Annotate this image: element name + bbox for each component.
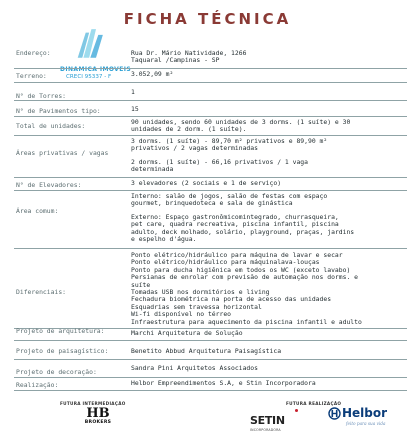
value-line: Marchi Arquitetura de Solução [131,329,243,337]
value-line: Rua Dr. Mário Natividade, 1266 [131,49,247,57]
footer-label-intermediacao: FUTURA INTERMEDIAÇÃO [60,401,126,406]
value-elevadores [131,180,406,187]
label-endereco: Endereço: [16,49,51,57]
value-line: 2 dorms. (1 suíte) - 66,16 privativos / 1 vaga [131,157,308,166]
value-line: Interno: salão de jogos, salão de festas com espaço [131,192,328,200]
setin-logo-text: SETIN [250,414,285,427]
value-line: 15 [131,105,139,113]
value-line: 1 [131,88,135,96]
value-line: Sandra Pini Arquitetos Associados [131,364,258,372]
value-line: Benetito Abbud Arquitetura Paisagística [131,347,282,355]
label-torres: N° de Torres: [16,92,67,100]
value-line: unidades de 2 dorm. (1 suíte). [131,125,247,134]
divider [14,68,407,69]
divider [14,340,407,341]
value-line: Ponto elétrico/hidráulico para máquinalava-louças [131,258,320,267]
helbor-tagline: feito para sua vida [346,421,386,426]
divider [14,135,407,136]
value-unidades [131,119,406,134]
value-line: privativos / 2 vagas determinadas [131,144,258,153]
value-line: determinada [131,165,174,174]
label-realizacao: Realização: [16,381,59,389]
label-arquitetura: Projeto de arquitetura: [16,327,105,335]
value-line: Esquadrias sem travessa horizontal [131,302,262,311]
value-line: 90 unidades, sendo 60 unidades de 3 dorms. (1 suíte) e 30 [131,118,351,126]
label-areas: Áreas privativas / vagas [16,149,109,157]
value-line: e espelho d'água. [131,235,197,244]
helbor-symbol-icon [328,407,341,420]
helbor-logo-text: Helbor [342,406,388,420]
divider [14,390,407,391]
hb-logo-sub: BROKERS [84,420,112,425]
value-line: 3.052,09 m² [131,70,174,78]
value-line: Taquaral /Campinas - SP [131,56,220,65]
hb-logo-text: HB [86,406,110,421]
value-area-comum [131,193,406,243]
divider [14,190,407,191]
value-line: Persianas de enrolar com previsão de automação nos dorms. e [131,273,359,282]
label-diferenciais: Diferenciais: [16,288,67,296]
value-line: Wi-fi disponível no térreo [131,310,232,319]
watermark-name: DINAMICA IMOVEIS [60,66,132,73]
label-decoracao: Projeto de decoração: [16,368,97,376]
divider [14,377,407,378]
value-areas [131,138,406,174]
label-unidades: Total de unidades: [16,122,86,130]
value-line: Ponto para ducha higiênica em todos os WC (exceto lavabo) [131,265,351,274]
label-area-comum: Área comum: [16,207,59,215]
value-line: Helbor Empreendimentos S.A, e Stin Incorporadora [131,379,316,387]
value-decoracao [131,365,406,372]
setin-logo-sub: INCORPORADORA [250,428,281,432]
value-torres [131,89,406,96]
watermark-creci: CRECI 95337 - F [66,74,112,80]
value-line: pet care, quadra recreativa, piscina infantil, piscina [131,220,339,229]
label-paisagistico: Projeto de paisagístico: [16,347,109,355]
divider [14,359,407,360]
value-paisagistico [131,348,406,355]
value-line: 3 elevadores (2 sociais e 1 de serviço) [131,179,282,187]
value-diferenciais [131,252,406,326]
value-line: Ponto elétrico/hidráulico para máquina de lavar e secar [131,251,343,259]
divider [14,100,407,101]
value-realizacao [131,380,406,387]
setin-logo [250,409,300,432]
value-line: gourmet, brinquedoteca e sala de ginástica [131,199,293,208]
value-line: 3 dorms. (1 suíte) - 89,70 m² privativos e 89,90 m² [131,137,328,145]
divider [14,248,407,249]
footer-label-realizacao: FUTURA REALIZAÇÃO [286,401,342,406]
label-terreno: Terreno: [16,72,47,80]
value-line: suíte [131,280,151,289]
dinamica-logo-icon [72,26,112,62]
value-endereco [131,50,406,65]
label-pavimentos: N° de Pavimentos tipo: [16,107,101,115]
divider [14,177,407,178]
value-pavimentos [131,106,406,113]
value-terreno [131,71,406,78]
value-arquitetura [131,330,406,337]
value-line: adulto, deck molhado, solário, playground, praças, jardins [131,227,355,236]
helbor-logo [328,406,396,430]
label-elevadores: N° de Elevadores: [16,181,82,189]
divider [14,116,407,117]
page-title: FICHA TÉCNICA [123,10,292,28]
value-line: Fechadura biométrica na porta de acesso das unidades [131,295,332,304]
value-line: Tomadas USB nos dormitórios e living [131,288,270,297]
value-line: Externo: Espaço gastronômicomintegrado, churrasqueira, [131,212,339,221]
value-line: Infraestrutura para aquecimento da piscina infantil e adulto [131,317,362,326]
setin-accent-icon [295,409,298,412]
divider [14,82,407,83]
hb-brokers-logo [78,407,118,429]
